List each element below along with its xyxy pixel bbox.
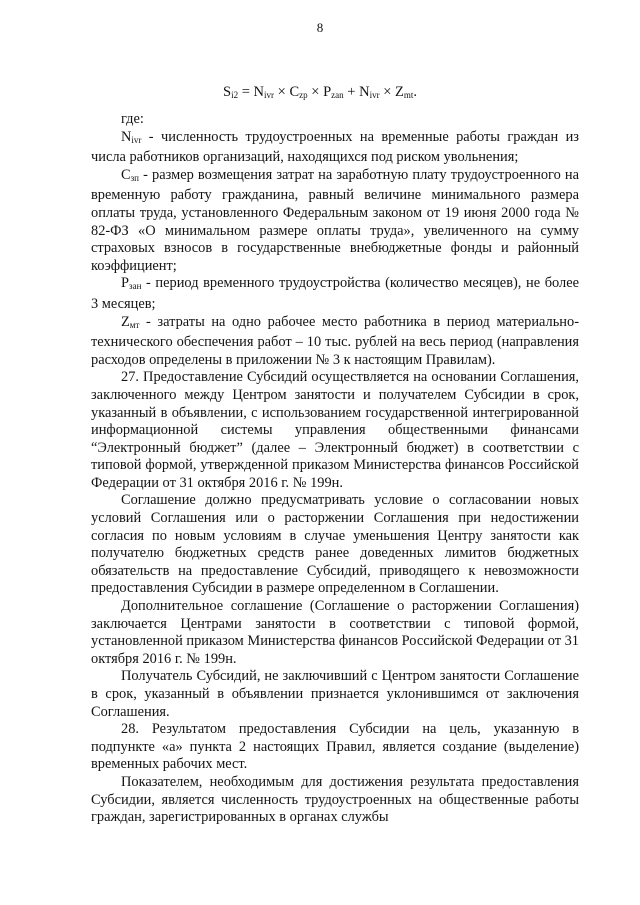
formula-term-3: P [323,84,332,100]
definition-pzan-text: - период временного трудоустройства (количество месяцев), не более 3 месяцев; [91,275,579,312]
formula-term-5-sub: mt [403,90,414,100]
definition-czp-text: - размер возмещения затрат на заработную плату трудоустроенного на временную работу гражданина, равный величине минимального размера оплаты труда, установленного Федеральным законом от 19 июня 2000 года № 82-ФЗ «О минимальном размере оплаты труда», увеличенного на сумму страховых взносов в государственные внебюджетные фонды и районный коэффициент; [91,166,579,274]
formula-lhs-sub: i2 [231,90,239,100]
formula-term-4: N [359,84,370,100]
definition-czp [91,167,579,276]
where-label: где: [121,111,144,127]
definition-nivr-text: - численность трудоустроенных на временные работы граждан из числа работников организаций, находящихся под риском увольнения; [91,128,579,166]
definition-nivr [91,129,579,167]
document-body [91,111,579,827]
symbol-pzan: $P_{зан}$ [121,275,142,292]
definition-zmt [91,314,579,370]
formula [0,84,640,101]
formula-lhs: S [223,84,232,100]
paragraph-additional-agreement: Дополнительное соглашение (Соглашение о расторжении Соглашения) заключается Центрами занятости в соответствии с типовой формой, установленной приказом Министерства финансов Российской Федерации от 31 октября 2016 г. № 199н. [91,598,579,667]
symbol-zmt: $Z_{мт}$ [121,313,140,330]
formula-term-1-sub: ivr [264,90,275,100]
formula-term-1: N [253,84,265,100]
paragraph-agreement-condition: Соглашение должно предусматривать условие о согласовании новых условий Соглашения или о расторжении Соглашения при недостижении согласия по новым условиям в случае уменьшения Центру занятости как получателю бюджетных средств ранее доведенных лимитов бюджетных обязательств на предоставление Субсидий, приводящего к невозможности предоставления Субсидии в размере определенном в Соглашении. [91,492,579,597]
formula-end: . [413,84,417,100]
formula-term-4-sub: ivr [369,90,380,100]
paragraph-indicator: Показателем, необходимым для достижения результата предоставления Субсидии, является численность трудоустроенных на общественные работы граждан, зарегистрированных в органах службы [91,773,579,826]
definition-zmt-text: - затраты на одно рабочее место работника в период материально-технического обеспечения работ – 10 тыс. рублей на весь период (направления расходов определены в приложении № 3 к настоящим Правилам). [91,313,579,368]
formula-plus: + [343,84,360,100]
formula-times-1: × [274,84,290,100]
definition-pzan [91,275,579,313]
formula-term-3-sub: zan [331,90,344,100]
symbol-czp: $C_{зп}$ [121,166,139,183]
paragraph-27: 27. Предоставление Субсидий осуществляется на основании Соглашения, заключенного между Центром занятости и получателем Субсидии в срок, указанный в объявлении, с использованием государственной интегрированной информационной системы управления общественными финансами “Электронный бюджет” (далее – Электронный бюджет) в соответствии с типовой формой, утвержденной приказом Министерства финансов Российской Федерации от 31 октября 2016 г. № 199н. [91,369,579,491]
formula-equals: = [238,84,254,100]
formula-times-3: × [379,84,395,100]
formula-term-5: Z [395,84,404,100]
formula-term-2-sub: zp [299,90,308,100]
paragraph-28: 28. Результатом предоставления Субсидии на цель, указанную в подпункте «а» пункта 2 настоящих Правил, является создание (выделение) временных рабочих мест. [91,721,579,773]
symbol-nivr: $N_{ivr}$ [121,128,142,145]
formula-times-2: × [307,84,324,100]
page-number: 8 [316,20,324,35]
paragraph-evasion: Получатель Субсидий, не заключивший с Центром занятости Соглашение в срок, указанный в объявлении признается уклонившимся от заключения Соглашения. [91,668,579,720]
formula-term-2: C [289,84,300,100]
